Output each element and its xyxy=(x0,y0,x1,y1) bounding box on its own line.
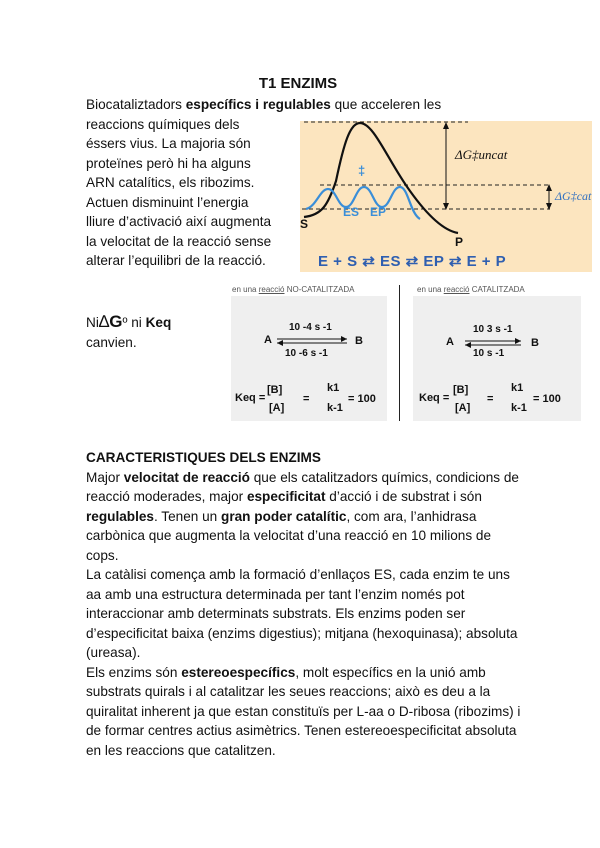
p-label: P xyxy=(455,235,464,249)
paragraph-3: Els enzims són estereoespecífics, molt específics en la unió amb substrats quirals i al catalitzar les seues reaccions; això es deu a la quiralitat inherent ja que estan constituïs per L-aa o D-ribosa (ribozims) i de formar centres actius asimètrics. Tenen estereoespecificitat absoluta en les reaccions que catalitzen. xyxy=(86,664,521,758)
reaction-equation: E + S ⇄ ES ⇄ EP ⇄ E + P xyxy=(318,253,507,270)
characteristics-section xyxy=(86,448,526,760)
catalyzed-curve xyxy=(306,187,420,219)
dg-cat-label: ΔG‡cat xyxy=(555,189,592,203)
paragraph-2: La catàlisi comença amb la formació d’enllaços ES, cada enzim te uns aa amb una estructura determinada per tant l’enzim només pot interaccionar amb determinats substrats. Els enzims poden ser d’especificitat baixa (enzims digestius); mitjana (hexoquinasa); absoluta (ureasa). xyxy=(86,567,518,660)
dg-uncat-label: ΔG‡uncat xyxy=(455,147,508,162)
rate-comparison-panel xyxy=(228,285,583,425)
catalyzed-label: en una reacció CATALITZADA xyxy=(417,285,525,294)
panel-divider xyxy=(399,285,400,421)
es-label: ES xyxy=(343,205,360,219)
catalyzed-box: A 10 3 s -1 10 s -1 B Keq = [B] [A] = k1 k-1 = 100 xyxy=(413,296,581,421)
noncatalyzed-label: en una reacció NO-CATALITZADA xyxy=(232,285,355,294)
ep-label: EP xyxy=(370,205,387,219)
page-title: T1 ENZIMS xyxy=(258,75,338,92)
energy-diagram xyxy=(300,121,592,272)
transition-state-mark: ‡ xyxy=(358,163,366,178)
intro-paragraph: Biocataliztadors específics i regulables que acceleren les reaccions químiques dels éssers vius. La majoria són proteïnes però hi ha alguns ARN catalítics, els ribozims. Actuen disminuint l’energia lliure d’activació així augmenta la velocitat de la reacció sense alterar l’equilibri de la reacció. xyxy=(86,97,442,268)
no-keq-note: Ni∆Gº ni Keq canvien. xyxy=(86,312,172,350)
paragraph-1: Major velocitat de reacció que els catalitzadors químics, condicions de reacció moderades, major especificitat d’acció i de substrat i són regulables. Tenen un gran poder catalític, com ara, l’anhidrasa carbònica que augmenta la velocitat d’una reacció en 10 milions de cops. xyxy=(86,469,519,563)
noncatalyzed-box: A 10 -4 s -1 10 -6 s -1 B Keq = [B] [A] = k1 k-1 = 100 xyxy=(231,296,387,421)
section-heading: CARACTERISTIQUES DELS ENZIMS xyxy=(86,450,321,465)
s-label: S xyxy=(300,217,309,231)
